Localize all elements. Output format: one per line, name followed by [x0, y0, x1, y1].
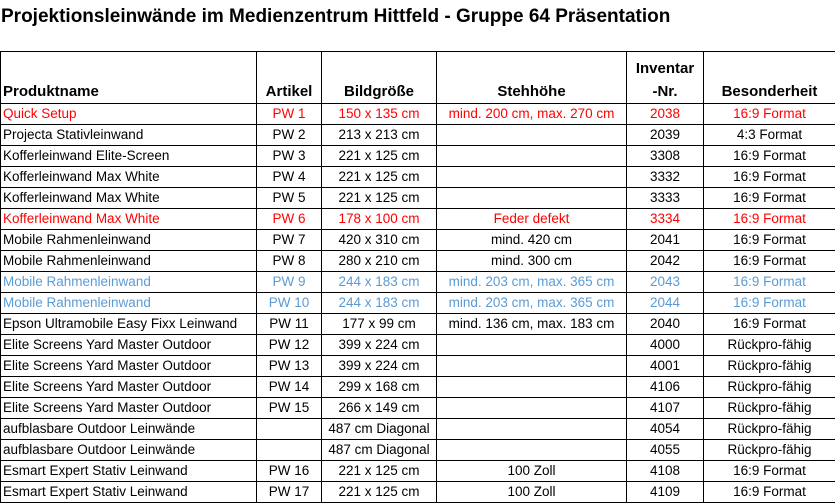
cell-artikel[interactable]: PW 11 — [257, 314, 322, 335]
table-row — [1, 167, 835, 188]
cell-besonderheit[interactable]: 16:9 Format — [704, 293, 835, 314]
header-inventar-line2: -Nr. — [652, 83, 678, 100]
table-row — [1, 398, 835, 419]
cell-bildgroesse[interactable]: 221 x 125 cm — [322, 461, 437, 482]
cell-bildgroesse[interactable]: 299 x 168 cm — [322, 377, 437, 398]
cell-bildgroesse[interactable]: 399 x 224 cm — [322, 356, 437, 377]
cell-produktname[interactable]: Esmart Expert Stativ Leinwand — [1, 482, 257, 503]
cell-bildgroesse[interactable]: 420 x 310 cm — [322, 230, 437, 251]
cell-artikel[interactable]: PW 8 — [257, 251, 322, 272]
cell-bildgroesse[interactable]: 244 x 183 cm — [322, 272, 437, 293]
header-row — [1, 52, 835, 104]
cell-bildgroesse[interactable]: 221 x 125 cm — [322, 482, 437, 503]
cell-produktname[interactable]: aufblasbare Outdoor Leinwände — [1, 419, 257, 440]
cell-produktname[interactable]: Mobile Rahmenleinwand — [1, 272, 257, 293]
table-row — [1, 146, 835, 167]
cell-stehhoehe[interactable] — [437, 188, 627, 209]
header-produktname[interactable]: Produktname — [1, 52, 257, 104]
cell-besonderheit[interactable]: 16:9 Format — [704, 482, 835, 503]
cell-produktname[interactable]: Elite Screens Yard Master Outdoor — [1, 356, 257, 377]
cell-artikel[interactable]: PW 9 — [257, 272, 322, 293]
cell-inventar[interactable]: 3332 — [627, 167, 704, 188]
cell-stehhoehe[interactable] — [437, 146, 627, 167]
cell-inventar[interactable]: 2042 — [627, 251, 704, 272]
cell-bildgroesse[interactable]: 487 cm Diagonal — [322, 440, 437, 461]
cell-bildgroesse[interactable]: 399 x 224 cm — [322, 335, 437, 356]
header-stehhoehe[interactable]: Stehhöhe — [437, 52, 627, 104]
table-row — [1, 251, 835, 272]
cell-bildgroesse[interactable]: 487 cm Diagonal — [322, 419, 437, 440]
cell-artikel[interactable]: PW 12 — [257, 335, 322, 356]
cell-stehhoehe[interactable]: 100 Zoll — [437, 461, 627, 482]
cell-inventar[interactable]: 3333 — [627, 188, 704, 209]
cell-produktname[interactable]: Mobile Rahmenleinwand — [1, 293, 257, 314]
cell-besonderheit[interactable]: 16:9 Format — [704, 314, 835, 335]
cell-produktname[interactable]: Kofferleinwand Max White — [1, 167, 257, 188]
table-row — [1, 461, 835, 482]
cell-bildgroesse[interactable]: 221 x 125 cm — [322, 188, 437, 209]
cell-produktname[interactable]: Kofferleinwand Elite-Screen — [1, 146, 257, 167]
cell-bildgroesse[interactable]: 266 x 149 cm — [322, 398, 437, 419]
inventory-table — [0, 51, 835, 503]
cell-inventar[interactable]: 4107 — [627, 398, 704, 419]
cell-produktname[interactable]: Projecta Stativleinwand — [1, 125, 257, 146]
cell-stehhoehe[interactable] — [437, 167, 627, 188]
cell-inventar[interactable]: 3308 — [627, 146, 704, 167]
header-besonderheit[interactable]: Besonderheit — [704, 52, 835, 104]
cell-bildgroesse[interactable]: 178 x 100 cm — [322, 209, 437, 230]
cell-stehhoehe[interactable]: mind. 203 cm, max. 365 cm — [437, 272, 627, 293]
cell-produktname[interactable]: Kofferleinwand Max White — [1, 209, 257, 230]
cell-besonderheit[interactable]: Rückpro-fähig — [704, 419, 835, 440]
cell-inventar[interactable]: 2041 — [627, 230, 704, 251]
table-row — [1, 293, 835, 314]
cell-produktname[interactable]: Mobile Rahmenleinwand — [1, 230, 257, 251]
cell-bildgroesse[interactable]: 150 x 135 cm — [322, 104, 437, 125]
table-row — [1, 272, 835, 293]
cell-artikel[interactable]: PW 10 — [257, 293, 322, 314]
table-row — [1, 440, 835, 461]
cell-produktname[interactable]: Kofferleinwand Max White — [1, 188, 257, 209]
cell-artikel[interactable]: PW 3 — [257, 146, 322, 167]
cell-besonderheit[interactable]: 16:9 Format — [704, 272, 835, 293]
cell-besonderheit[interactable]: Rückpro-fähig — [704, 335, 835, 356]
cell-produktname[interactable]: aufblasbare Outdoor Leinwände — [1, 440, 257, 461]
cell-bildgroesse[interactable]: 280 x 210 cm — [322, 251, 437, 272]
cell-inventar[interactable]: 4055 — [627, 440, 704, 461]
cell-stehhoehe[interactable] — [437, 356, 627, 377]
cell-inventar[interactable]: 4106 — [627, 377, 704, 398]
cell-inventar[interactable]: 2043 — [627, 272, 704, 293]
cell-besonderheit[interactable]: 16:9 Format — [704, 146, 835, 167]
cell-besonderheit[interactable]: 16:9 Format — [704, 104, 835, 125]
cell-produktname[interactable]: Elite Screens Yard Master Outdoor — [1, 398, 257, 419]
table-row — [1, 356, 835, 377]
cell-stehhoehe[interactable]: 100 Zoll — [437, 482, 627, 503]
table-row — [1, 209, 835, 230]
cell-besonderheit[interactable]: Rückpro-fähig — [704, 356, 835, 377]
cell-besonderheit[interactable]: 16:9 Format — [704, 209, 835, 230]
cell-produktname[interactable]: Elite Screens Yard Master Outdoor — [1, 335, 257, 356]
table-row — [1, 125, 835, 146]
cell-bildgroesse[interactable]: 244 x 183 cm — [322, 293, 437, 314]
cell-artikel[interactable]: PW 15 — [257, 398, 322, 419]
cell-produktname[interactable]: Epson Ultramobile Easy Fixx Leinwand — [1, 314, 257, 335]
cell-inventar[interactable]: 4054 — [627, 419, 704, 440]
table-row — [1, 230, 835, 251]
cell-bildgroesse[interactable]: 213 x 213 cm — [322, 125, 437, 146]
cell-besonderheit[interactable]: 16:9 Format — [704, 230, 835, 251]
cell-inventar[interactable]: 2038 — [627, 104, 704, 125]
header-inventar[interactable] — [627, 52, 704, 104]
cell-artikel[interactable] — [257, 419, 322, 440]
cell-artikel[interactable]: PW 4 — [257, 167, 322, 188]
cell-artikel[interactable]: PW 7 — [257, 230, 322, 251]
cell-artikel[interactable]: PW 13 — [257, 356, 322, 377]
cell-produktname[interactable]: Mobile Rahmenleinwand — [1, 251, 257, 272]
cell-inventar[interactable]: 2040 — [627, 314, 704, 335]
cell-stehhoehe[interactable] — [437, 419, 627, 440]
cell-stehhoehe[interactable] — [437, 125, 627, 146]
cell-stehhoehe[interactable]: mind. 420 cm — [437, 230, 627, 251]
cell-produktname[interactable]: Esmart Expert Stativ Leinwand — [1, 461, 257, 482]
cell-stehhoehe[interactable]: mind. 200 cm, max. 270 cm — [437, 104, 627, 125]
cell-produktname[interactable]: Elite Screens Yard Master Outdoor — [1, 377, 257, 398]
cell-stehhoehe[interactable]: mind. 136 cm, max. 183 cm — [437, 314, 627, 335]
cell-bildgroesse[interactable]: 221 x 125 cm — [322, 146, 437, 167]
cell-stehhoehe[interactable] — [437, 335, 627, 356]
cell-besonderheit[interactable]: 4:3 Format — [704, 125, 835, 146]
cell-besonderheit[interactable]: 16:9 Format — [704, 251, 835, 272]
cell-inventar[interactable]: 2039 — [627, 125, 704, 146]
cell-besonderheit[interactable]: Rückpro-fähig — [704, 377, 835, 398]
cell-stehhoehe[interactable]: mind. 300 cm — [437, 251, 627, 272]
cell-inventar[interactable]: 4108 — [627, 461, 704, 482]
table-row — [1, 482, 835, 503]
cell-bildgroesse[interactable]: 177 x 99 cm — [322, 314, 437, 335]
cell-besonderheit[interactable]: 16:9 Format — [704, 167, 835, 188]
header-bildgroesse[interactable]: Bildgröße — [322, 52, 437, 104]
cell-artikel[interactable]: PW 6 — [257, 209, 322, 230]
header-inventar-line1: Inventar — [635, 60, 695, 77]
cell-inventar[interactable]: 3334 — [627, 209, 704, 230]
cell-artikel[interactable]: PW 5 — [257, 188, 322, 209]
cell-stehhoehe[interactable]: mind. 203 cm, max. 365 cm — [437, 293, 627, 314]
page-title: Projektionsleinwände im Medienzentrum Hittfeld - Gruppe 64 Präsentation — [1, 6, 671, 27]
cell-artikel[interactable]: PW 2 — [257, 125, 322, 146]
cell-stehhoehe[interactable] — [437, 398, 627, 419]
cell-besonderheit[interactable]: 16:9 Format — [704, 188, 835, 209]
table-row — [1, 419, 835, 440]
cell-inventar[interactable]: 4000 — [627, 335, 704, 356]
table-row — [1, 104, 835, 125]
cell-stehhoehe[interactable]: Feder defekt — [437, 209, 627, 230]
cell-inventar[interactable]: 4109 — [627, 482, 704, 503]
cell-artikel[interactable] — [257, 440, 322, 461]
cell-artikel[interactable]: PW 16 — [257, 461, 322, 482]
empty-row — [0, 34, 835, 52]
cell-produktname[interactable]: Quick Setup — [1, 104, 257, 125]
cell-artikel[interactable]: PW 17 — [257, 482, 322, 503]
cell-stehhoehe[interactable] — [437, 440, 627, 461]
cell-artikel[interactable]: PW 1 — [257, 104, 322, 125]
cell-stehhoehe[interactable] — [437, 377, 627, 398]
cell-inventar[interactable]: 4001 — [627, 356, 704, 377]
table-row — [1, 188, 835, 209]
cell-besonderheit[interactable]: 16:9 Format — [704, 461, 835, 482]
cell-besonderheit[interactable]: Rückpro-fähig — [704, 398, 835, 419]
table-row — [1, 335, 835, 356]
cell-inventar[interactable]: 2044 — [627, 293, 704, 314]
table-row — [1, 314, 835, 335]
table-row — [1, 377, 835, 398]
header-artikel[interactable]: Artikel — [257, 52, 322, 104]
cell-besonderheit[interactable]: Rückpro-fähig — [704, 440, 835, 461]
cell-artikel[interactable]: PW 14 — [257, 377, 322, 398]
cell-bildgroesse[interactable]: 221 x 125 cm — [322, 167, 437, 188]
